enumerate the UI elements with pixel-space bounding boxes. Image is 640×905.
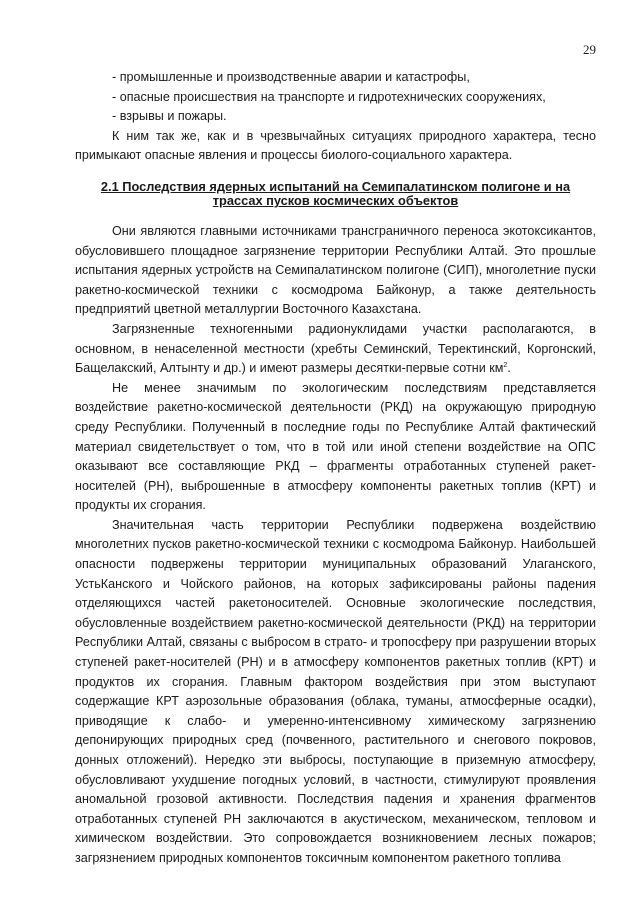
paragraph-text: Загрязненные техногенными радионуклидами участки располагаются, в основном, в ненаселенной местности (хребты Семинский, Теректинский, Коргонский, Бащелакский, Алтынту и др.) и имеют размеры десятки-первые сотни км xyxy=(75,321,596,376)
intro-paragraph: К ним так же, как и в чрезвычайных ситуациях природного характера, тесно примыкают опасные явления и процессы биолого-социального характера. xyxy=(75,128,596,163)
paragraph-rocket-impact: Не менее значимым по экологическим последствиям представляется воздействие ракетно-космической деятельности (РКД) на окружающую природную среду Республики. Полученный в последние годы по Республике Алтай фактический материал свидетельствует о том, что в той или иной степени воздействие на ОПС оказывают все составляющие РКД – фрагменты отработанных ступеней ракет-носителей (РН), выброшенные в атмосферу компоненты ракетных топлив (КРТ) и продукты их сгорания. xyxy=(75,380,596,513)
list-item: - промышленные и производственные аварии и катастрофы, xyxy=(112,70,470,84)
page-body xyxy=(75,68,596,869)
page-number: 29 xyxy=(583,42,596,57)
paragraph-contaminated-areas xyxy=(75,320,596,379)
list-item: - взрывы и пожары. xyxy=(112,109,227,124)
section-heading: 2.1 Последствия ядерных испытаний на Семипалатинском полигоне и на трассах пусков космических объектов xyxy=(100,178,571,209)
paragraph-sources: Они являются главными источниками трансграничного переноса экотоксикантов, обусловившего площадное загрязнение территории Республики Алтай. Это прошлые испытания ядерных устройств на Семипалатинском полигоне (СИП), многолетние пуски ракетно-космической техники с космодрома Байконур, а также деятельность предприятий цветной металлургии Восточного Казахстана. xyxy=(75,223,596,317)
superscript: 2 xyxy=(503,361,508,369)
list-item: - опасные происшествия на транспорте и гидротехнических сооружениях, xyxy=(112,89,546,104)
paragraph-end: . xyxy=(507,361,511,376)
paragraph-baikonur-launches: Значительная часть территории Республики подвержена воздействию многолетних пусков ракетно-космической техники с космодрома Байконур. Наибольшей опасности подвержены территории муниципальных образований Улаганского, УстьКанского и Чойского районов, на которых зафиксированы районы падения отделяющихся частей ракетоносителей. Основные экологические последствия, обусловленные воздействием ракетно-космической деятельности (РКД) на территории Республики Алтай, связаны с выбросом в страто- и тропосферу при разрушении вторых ступеней ракет-носителей (РН) и в атмосферу компонентов ракетных топлив (КРТ) и продуктов их сгорания. Главным фактором воздействия при этом выступают содержащие КРТ аэрозольные образования (облака, туманы, атмосферные осадки), приводящие к слабо- и умеренно-интенсивному химическому загрязнению депонирующих природных сред (почвенного, растительного и снегового покровов, донных отложений). Нередко эти выбросы, поступающие в приземную атмосферу, обусловливают ухудшение погодных условий, в частности, стимулируют проявления аномальной грозовой активности. Последствия падения и хранения фрагментов отработанных ступеней РН заключаются в акустическом, механическом, тепловом и химическом воздействии. Это сопровождается возникновением лесных пожаров; загрязнением природных компонентов токсичным компонентом ракетного топлива xyxy=(75,517,596,865)
